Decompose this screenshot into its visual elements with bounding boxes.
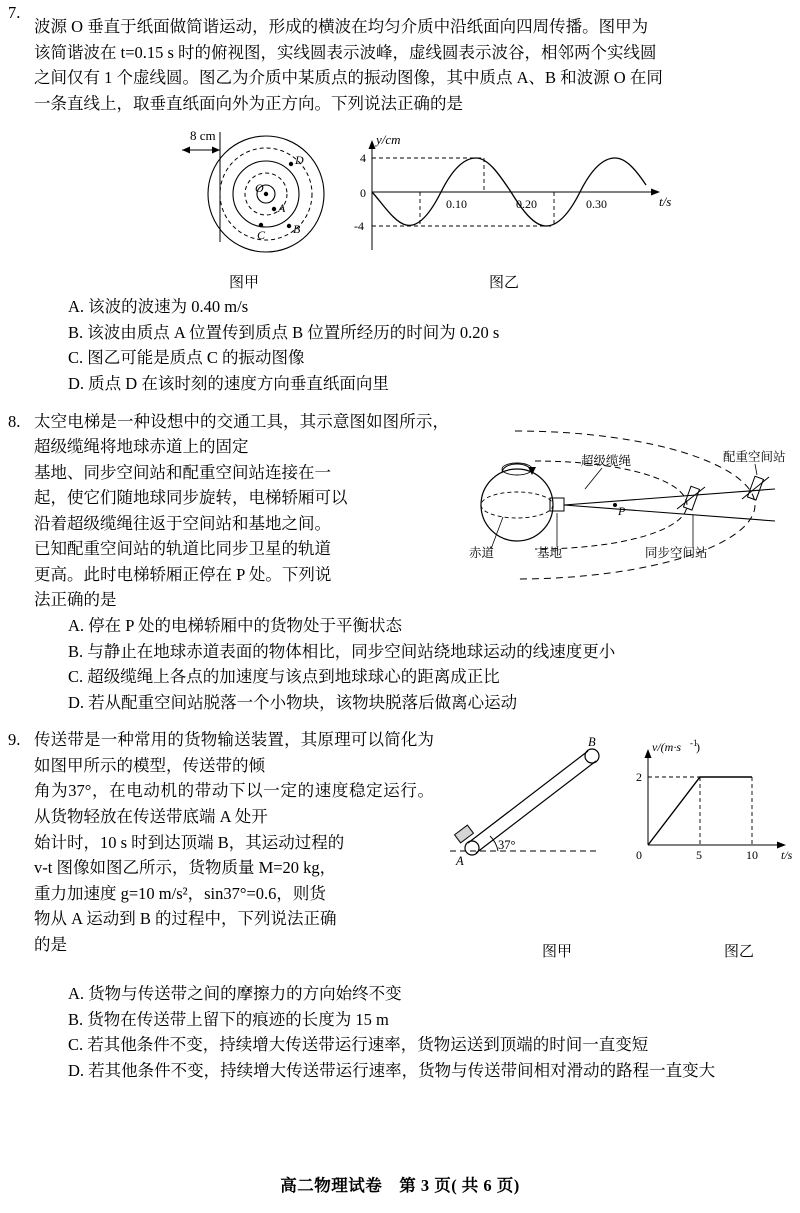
question-9-option-b: B. 货物在传送带上留下的痕迹的长度为 15 m: [68, 1009, 389, 1029]
figure-8-label-sync: 同步空间站: [645, 545, 708, 560]
question-9-stem: [34, 727, 434, 957]
question-8-stem-line-6: 更高。此时电梯轿厢正停在 P 处。下列说: [34, 564, 332, 584]
question-7: [0, 0, 800, 397]
question-9-option-a: A. 货物与传送带之间的摩擦力的方向始终不变: [68, 984, 402, 1004]
figure-9-yi-xlabel: t/s: [781, 848, 793, 863]
figure-8-label-P: P: [618, 503, 626, 518]
figure-7-yi-xlabel: t/s: [659, 194, 672, 210]
figure-7-yi-ylabel: y/cm: [376, 132, 401, 148]
figure-9-jia-angle-label: 37°: [498, 838, 516, 853]
figure-7-yi-ytick-neg4: -4: [354, 219, 364, 234]
question-9-stem-line-7: 的是: [34, 934, 67, 954]
figure-9-yi: [636, 738, 793, 862]
question-7-option-b: B. 该波由质点 A 位置传到质点 B 位置所经历的时间为 0.20 s: [68, 322, 500, 342]
question-9-stem-line-1: 传送带是一种常用的货物输送装置，其原理可以简化为如图甲所示的模型，传送带的倾: [34, 730, 434, 775]
figure-9-jia: [450, 735, 600, 868]
question-8-stem-line-7: 法正确的是: [34, 590, 117, 610]
figure-9-yi-caption: 图乙: [724, 944, 755, 961]
figure-8-label-equator: 赤道: [469, 545, 495, 560]
question-7-stem: [34, 14, 800, 116]
question-8-stem: [34, 409, 449, 614]
figure-8-label-cable: 超级缆绳: [581, 453, 632, 468]
question-9-option-c: C. 若其他条件不变，持续增大传送带运行速率，货物运送到顶端的时间一直变短: [68, 1035, 649, 1055]
figure-7-jia-label-B: B: [293, 222, 301, 237]
question-9-figures: [440, 733, 800, 876]
question-9-stem-line-6: 物从 A 运动到 B 的过程中，下列说法正确: [34, 909, 337, 929]
figure-7-jia-label-C: C: [257, 228, 266, 243]
question-9: [0, 727, 800, 1083]
figure-7-jia-caption: 图甲: [229, 275, 260, 292]
figure-8-label-counterweight: 配重空间站: [723, 449, 786, 464]
figure-7-yi-xtick-020: 0.20: [516, 197, 537, 212]
figure-7-yi: [354, 122, 684, 275]
figure-9-jia-label-B: B: [588, 735, 596, 750]
question-9-stem-line-2: 角为37°，在电动机的带动下以一定的速度稳定运行。从货物轻放在传送带底端 A 处开: [34, 781, 434, 826]
question-9-stem-line-5: 重力加速度 g=10 m/s²，sin37°=0.6，则货: [34, 883, 326, 903]
figure-9-jia-label-A: A: [456, 854, 464, 869]
figure-9-yi-ytick-0: 0: [636, 848, 642, 863]
figure-7-yi-xtick-030: 0.30: [586, 197, 607, 212]
question-7-option-d: D. 质点 D 在该时刻的速度方向垂直纸面向里: [68, 373, 389, 393]
question-8-option-a: A. 停在 P 处的电梯轿厢中的货物处于平衡状态: [68, 616, 402, 635]
question-8-stem-line-4: 沿着超级缆绳往返于空间站和基地之间。: [34, 513, 331, 533]
figure-7-jia: [174, 122, 354, 275]
figure-9-yi-ylabel-exp: -1: [690, 738, 698, 749]
question-9-option-d: D. 若其他条件不变，持续增大传送带运行速率，货物与传送带间相对滑动的路程一直变大: [68, 1061, 716, 1080]
figure-7-jia-label-D: D: [295, 153, 304, 168]
question-7-stem-line-4: 一条直线上，取垂直纸面向外为正方向。下列说法正确的是: [34, 93, 463, 113]
question-7-stem-line-3: 之间仅有 1 个虚线圆。图乙为介质中某质点的振动图像，其中质点 A、B 和波源 O 在同: [34, 68, 663, 88]
figure-9-yi-xtick-5: 5: [696, 848, 702, 863]
question-8: [0, 409, 800, 716]
question-9-stem-line-4: v-t 图像如图乙所示，货物质量 M=20 kg，: [34, 858, 337, 878]
question-7-figure-captions: [34, 272, 800, 294]
question-8-stem-line-3: 起，使它们随地球同步旋转，电梯轿厢可以: [34, 488, 348, 508]
question-7-option-c: C. 图乙可能是质点 C 的振动图像: [68, 348, 305, 368]
question-7-figures: [34, 122, 800, 272]
question-7-option-a: A. 该波的波速为 0.40 m/s: [68, 297, 249, 317]
question-9-number: 9.: [8, 730, 21, 750]
question-8-stem-line-2: 基地、同步空间站和配重空间站连接在一: [34, 462, 331, 482]
figure-7-jia-dimension-label: 8 cm: [190, 128, 216, 144]
question-8-number: 8.: [8, 411, 21, 431]
figure-7-yi-xtick-010: 0.10: [446, 197, 467, 212]
question-9-stem-line-3: 始计时，10 s 时到达顶端 B，其运动过程的: [34, 832, 345, 852]
figure-7-yi-caption: 图乙: [489, 275, 520, 292]
figure-9-jia-caption: 图甲: [542, 944, 573, 961]
figure-9-yi-ylabel: v/(m·s: [652, 740, 681, 755]
figure-7-jia-label-O: O: [255, 181, 264, 196]
figure-7-yi-ytick-4: 4: [360, 151, 366, 166]
figure-7-jia-label-A: A: [278, 201, 286, 216]
question-8-option-d: D. 若从配重空间站脱落一个小物块，该物块脱落后做离心运动: [68, 692, 518, 712]
figure-8-space-elevator: [455, 417, 800, 600]
figure-7-yi-ytick-0: 0: [360, 186, 366, 201]
figure-9-yi-ytick-2: 2: [636, 770, 642, 785]
question-8-stem-line-1: 太空电梯是一种设想中的交通工具，其示意图如图所示，超级缆绳将地球赤道上的固定: [34, 411, 449, 457]
question-7-stem-line-2: 该简谐波在 t=0.15 s 时的俯视图，实线圆表示波峰，虚线圆表示波谷，相邻两个实线圆: [34, 42, 657, 62]
figure-9-yi-ylabel-end: ): [696, 740, 700, 755]
question-7-number: 7.: [8, 3, 21, 22]
figure-8-label-base: 基地: [537, 545, 563, 560]
question-8-option-b: B. 与静止在地球赤道表面的物体相比，同步空间站绕地球运动的线速度更小: [68, 641, 616, 661]
question-7-stem-line-1: 波源 O 垂直于纸面做简谐运动，形成的横波在均匀介质中沿纸面向四周传播。图甲为: [34, 17, 649, 36]
page-footer: 高二物理试卷 第 3 页( 共 6 页): [280, 1176, 520, 1196]
figure-9-yi-xtick-10: 10: [746, 848, 758, 863]
question-8-stem-line-5: 已知配重空间站的轨道比同步卫星的轨道: [34, 539, 331, 559]
question-8-option-c: C. 超级缆绳上各点的加速度与该点到地球球心的距离成正比: [68, 667, 500, 687]
